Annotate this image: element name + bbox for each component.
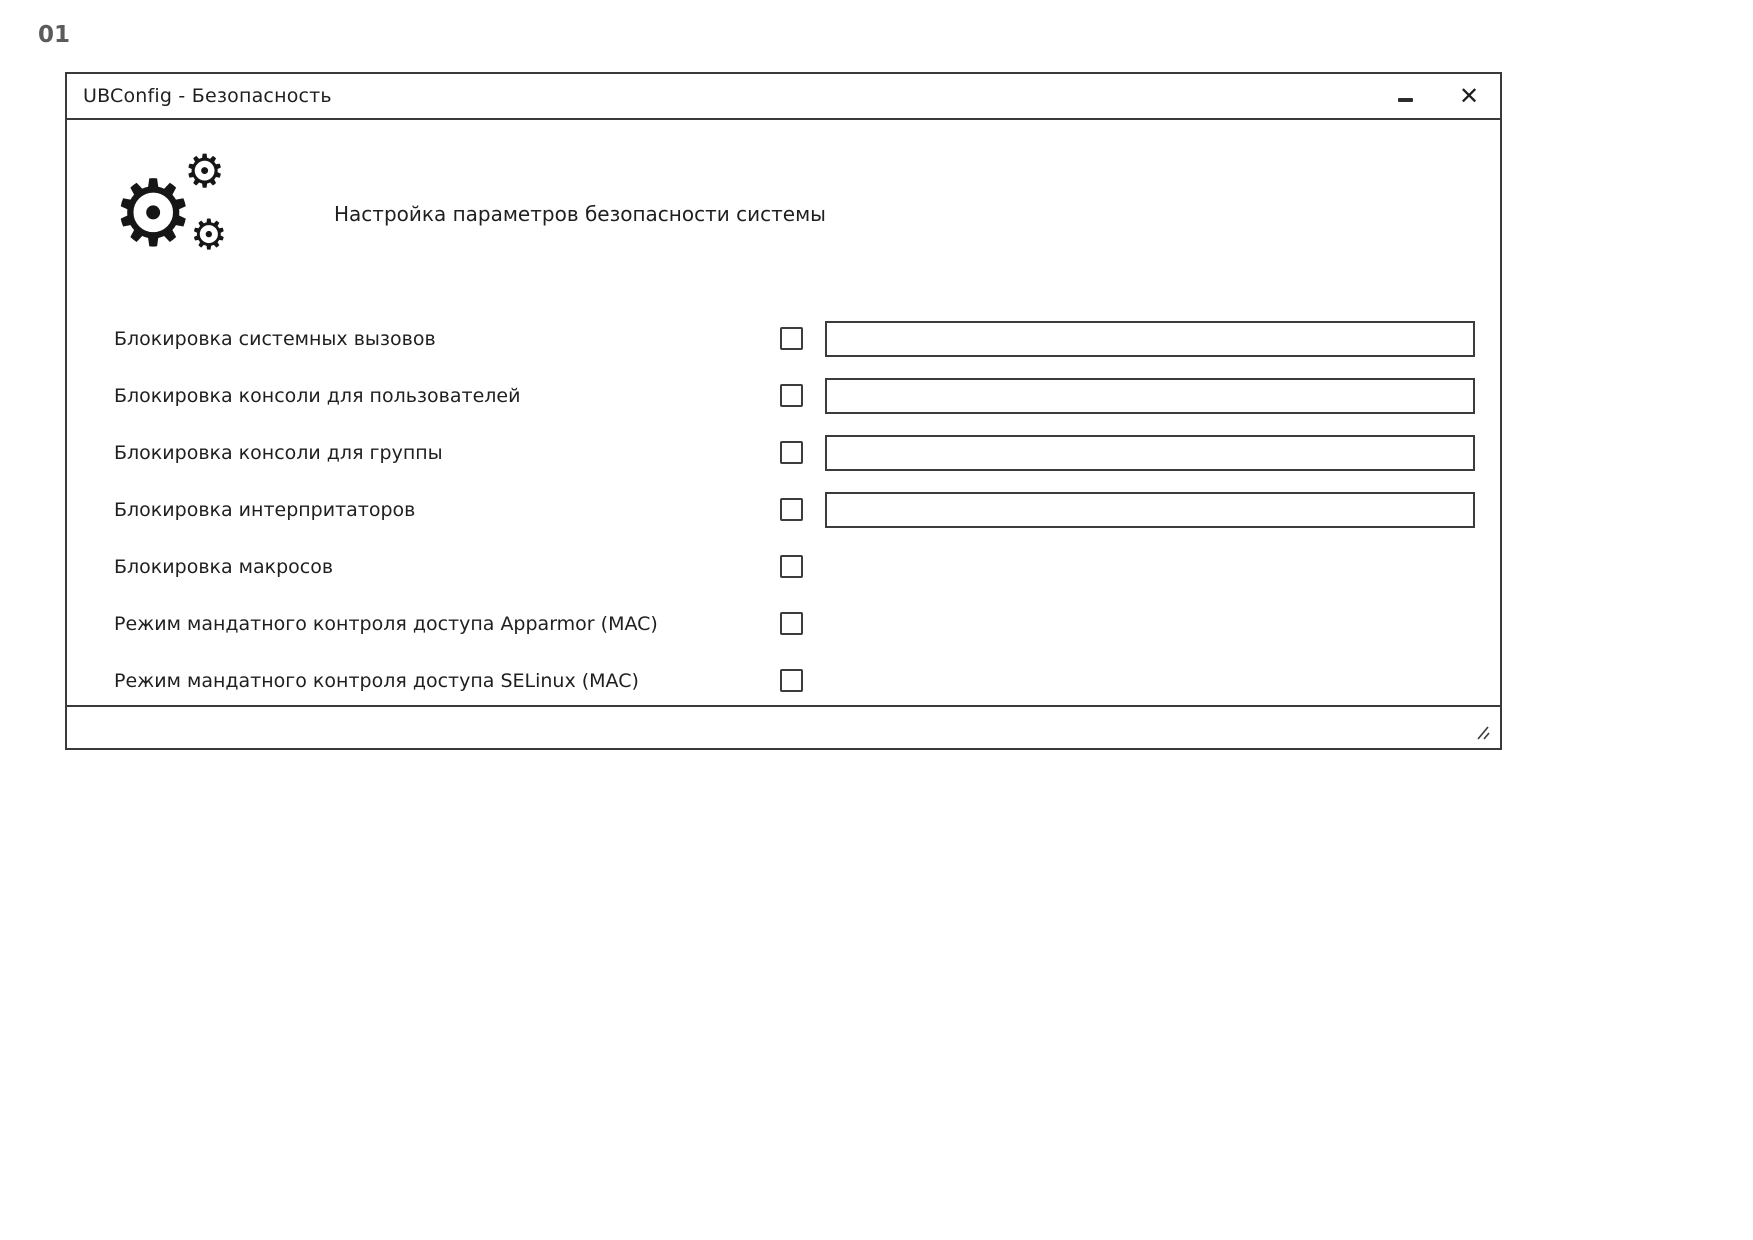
- row-apparmor-mac: [67, 595, 1500, 652]
- page-number-label: 01: [38, 22, 71, 48]
- minimize-button[interactable]: [1390, 81, 1420, 111]
- input-block-console-users[interactable]: [825, 378, 1475, 414]
- row-block-interpreters: [67, 481, 1500, 538]
- close-button[interactable]: [1454, 81, 1484, 111]
- gears-icon: [112, 144, 262, 277]
- checkbox-selinux-mac[interactable]: [780, 669, 803, 692]
- row-block-system-calls: [67, 310, 1500, 367]
- row-label: Блокировка интерпритаторов: [114, 498, 416, 521]
- checkbox-apparmor-mac[interactable]: [780, 612, 803, 635]
- resize-grip-icon[interactable]: [1470, 726, 1490, 740]
- settings-form: [67, 310, 1500, 709]
- window-title: UBConfig - Безопасность: [83, 85, 332, 107]
- window-header: [112, 144, 1470, 282]
- row-label: Блокировка макросов: [114, 555, 334, 578]
- window-description: Настройка параметров безопасности системы: [334, 202, 826, 226]
- row-block-console-group: [67, 424, 1500, 481]
- gear-small-bottom-icon: ⚙: [190, 210, 228, 259]
- ubconfig-security-window: [65, 72, 1502, 750]
- row-block-console-users: [67, 367, 1500, 424]
- checkbox-block-macros[interactable]: [780, 555, 803, 578]
- checkbox-block-console-group[interactable]: [780, 441, 803, 464]
- row-label: Блокировка системных вызовов: [114, 327, 436, 350]
- checkbox-block-system-calls[interactable]: [780, 327, 803, 350]
- row-label: Блокировка консоли для группы: [114, 441, 443, 464]
- status-bar: [67, 705, 1500, 748]
- row-label: Режим мандатного контроля доступа Apparmor (MAC): [114, 612, 658, 635]
- minimize-icon: [1398, 98, 1413, 102]
- row-block-macros: [67, 538, 1500, 595]
- window-titlebar: [67, 74, 1500, 120]
- window-controls: [1390, 81, 1484, 111]
- input-block-system-calls[interactable]: [825, 321, 1475, 357]
- checkbox-block-interpreters[interactable]: [780, 498, 803, 521]
- input-block-console-group[interactable]: [825, 435, 1475, 471]
- checkbox-block-console-users[interactable]: [780, 384, 803, 407]
- row-label: Блокировка консоли для пользователей: [114, 384, 521, 407]
- row-selinux-mac: [67, 652, 1500, 709]
- gear-small-top-icon: ⚙: [184, 144, 226, 198]
- gear-big-icon: ⚙: [112, 160, 195, 267]
- input-block-interpreters[interactable]: [825, 492, 1475, 528]
- row-label: Режим мандатного контроля доступа SELinux (MAC): [114, 669, 639, 692]
- close-icon: ✕: [1458, 82, 1480, 110]
